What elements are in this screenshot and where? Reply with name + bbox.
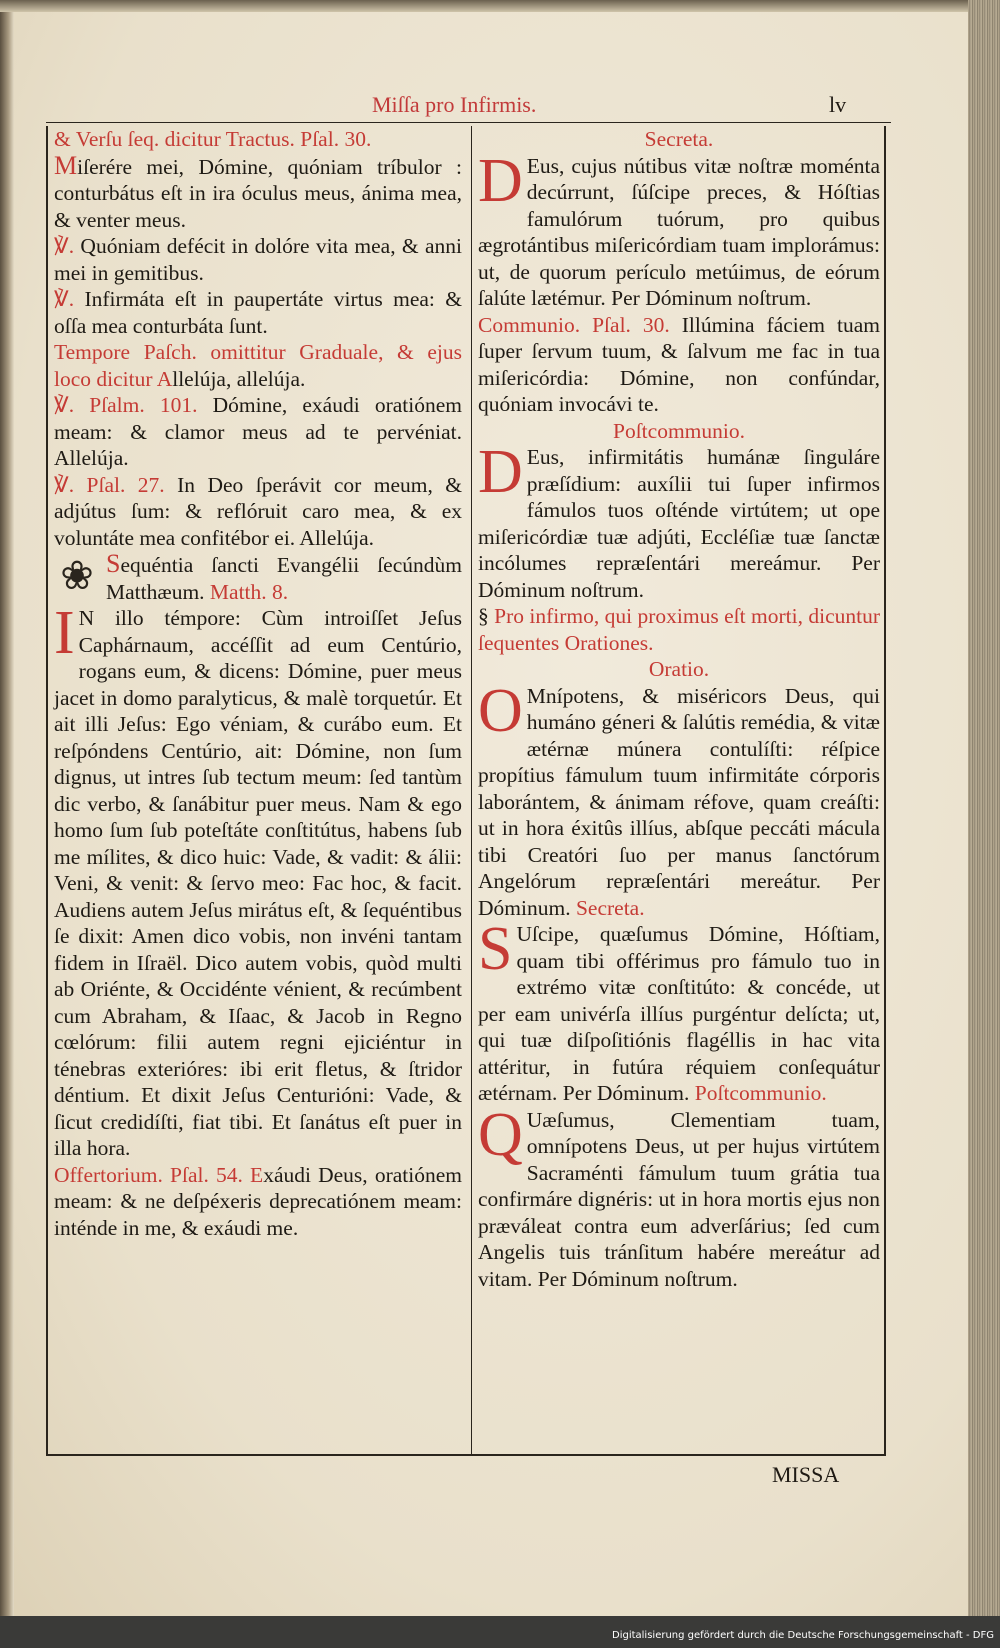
header-rule <box>46 122 891 123</box>
secreta-2-text: S Uſcipe, quæſumus Dómine, Hóſtiam, quam tibi offérimus pro fámulo tuo in extrémo vitæ conſtitúto: & concéde, ut per eam univérſa illíus purgéntur delícta; ut, qui tuæ diſpoſitiónis flagéllis in hac vita attéritur, in futúra réquiem conſequátur ætérnam. Per Dóminum. Poſtcommunio. <box>478 915 880 1105</box>
drop-cap: Q <box>478 1100 523 1169</box>
drop-cap: D <box>478 146 523 215</box>
oratio-heading: Oratio. <box>648 657 710 681</box>
page-fore-edge <box>968 0 1000 1616</box>
drop-cap: O <box>478 676 523 745</box>
tract-verse-3: ℣. Infirmáta eſt in paupertáte virtus mea: & oſſa mea conturbáta ſunt. <box>54 287 462 338</box>
oratio-text: O Mnípotens, & miséricors Deus, qui humáno géneri & ſalútis remédia, & vitæ ætérnæ múnera contulíſti: réſpice propítius fámulum tuum infirmitáte córporis laborántem, & ánimam réfove, quam creáſti: ut in hora éxitûs illíus, abſque peccáti mácula tibi Creatóri ſuo per manus ſanctórum Angelórum repræſentári mereátur. Per Dóminum. Secreta. <box>478 676 880 920</box>
left-column <box>54 126 462 1241</box>
column-divider <box>471 126 472 1456</box>
running-head <box>0 92 968 122</box>
fleuron-ornament-icon: ❀ <box>60 553 94 598</box>
paschal-rubric: Tempore Paſch. omittitur Graduale, & ejus loco dicitur Allelúja, allelúja. <box>54 340 462 391</box>
catchword: MISSA <box>772 1462 840 1487</box>
right-column <box>478 126 880 1292</box>
running-title: Miſſa pro Infirmis. <box>372 92 537 117</box>
alleluia-verse-1: ℣. Pſalm. 101. Dómine, exáudi oratiónem meam: & clamor meus ad te pervéniat. Allelúja. <box>54 393 462 470</box>
dying-rubric: § Pro infirmo, qui proximus eſt morti, dicuntur ſequentes Orationes. <box>478 604 880 655</box>
tract-rubric: & Verſu ſeq. dicitur Tractus. Pſal. 30. <box>54 127 372 151</box>
digitization-credit: Digitalisierung gefördert durch die Deutsche Forschungsgemeinschaft - DFG <box>612 1630 995 1641</box>
drop-cap: S <box>478 915 513 983</box>
drop-cap: D <box>478 438 523 506</box>
postcommunion-heading: Poſtcommunio. <box>613 418 745 443</box>
tract-verse-2: ℣. Quóniam defécit in dolóre vita mea, & anni mei in gemitibus. <box>54 234 462 285</box>
postcommunion-2-text: Q Uæſumus, Clementiam tuam, omnípotens Deus, ut per hujus virtútem Sacraménti fámulum tuum grátia tua confirmáre dignéris: ut in hora mortis ejus non præváleat contra eum adverſárius; ſed cum Angelis tuis tránſitum habére mereátur ad vitam. Per Dóminum noſtrum. <box>478 1100 880 1291</box>
offertory: Offertorium. Pſal. 54. Exáudi Deus, oratiónem meam: & ne deſpéxeris deprecatiónem meam: inténde in me, & exáudi me. <box>54 1162 462 1240</box>
secreta-heading: Secreta. <box>644 127 714 151</box>
gospel-text: I N illo témpore: Cùm introiſſet Jeſus Caphárnaum, accéſſit ad eum Centúrio, rogans eum, & dicens: Dómine, puer meus jacet in domo paralyticus, & malè torquetúr. Et ait illi Jeſus: Ego véniam, & curábo eum. Et reſpóndens Centúrio, ait: Dómine, non ſum dignus, ut intres ſub tectum meum: ſed tantùm dic verbo, & ſanábitur puer meus. Nam & ego homo ſum ſub poteſtáte conſtitútus, habens ſub me mílites, & dico huic: Vade, & vadit: & álii: Veni, & venit: & ſervo meo: Fac hoc, & facit. Audiens autem Jeſus mirátus eſt, & ſequéntibus ſe dixit: Amen dico vobis, non invéni tantam fidem in Iſraël. Dico autem vobis, quòd multi ab Oriénte, & Occidénte vénient, & recúmbent cum Abraham, & Iſaac, & Jacob in Regno cœlórum: filii autem regni ejiciéntur in ténebras exterióres: ibi erit fletus, & ſtridor déntium. Et dixit Jeſus Centurióni: Vade, & ſicut credidíſti, fiat tibi. Et ſanátus eſt puer in illa hora. <box>54 599 462 1160</box>
alleluia-verse-2: ℣. Pſal. 27. In Deo ſperávit cor meum, & adjútus ſum: & reflóruit caro mea, & ex voluntáte mea confitébor ei. Allelúja. <box>54 472 463 550</box>
drop-cap: I <box>54 599 75 667</box>
postcommunion-text: D Eus, infirmitátis humánæ ſinguláre præſídium: auxílii tui ſuper infirmos fámulos tuos oſténde virtútem; ut ope miſericórdiæ tuæ adjúti, Eccléſiæ tuæ ſanctæ incólumes repræſentári mereámur. Per Dóminum noſtrum. <box>478 438 880 602</box>
folio-number: lv <box>829 92 847 117</box>
book-spine <box>0 0 14 1616</box>
communion: Communio. Pſal. 30. Illúmina fáciem tuam ſuper ſervum tuum, & ſalvum me fac in tua miſericórdia: Dómine, non confúndar, quóniam invocávi te. <box>478 312 880 416</box>
tract-verse-1: Miſerére mei, Dómine, quóniam tríbulor : conturbátus eſt in ira óculus meus, ánima mea, & venter meus. <box>54 150 462 232</box>
gospel-heading: ❀ Sequéntia ſancti Evangélii ſecúndùm Matthæum. Matth. 8. <box>54 551 462 605</box>
page-top-edge <box>0 0 968 12</box>
secreta-text: D Eus, cujus nútibus vitæ noſtræ moménta decúrrunt, ſúſcipe preces, & Hóſtias famulórum tuórum, pro quibus ægrotántibus miſericórdiam tuam implorámus: ut, de quorum perículo metúimus, de eórum ſalúte lætémur. Per Dóminum noſtrum. <box>478 146 880 310</box>
